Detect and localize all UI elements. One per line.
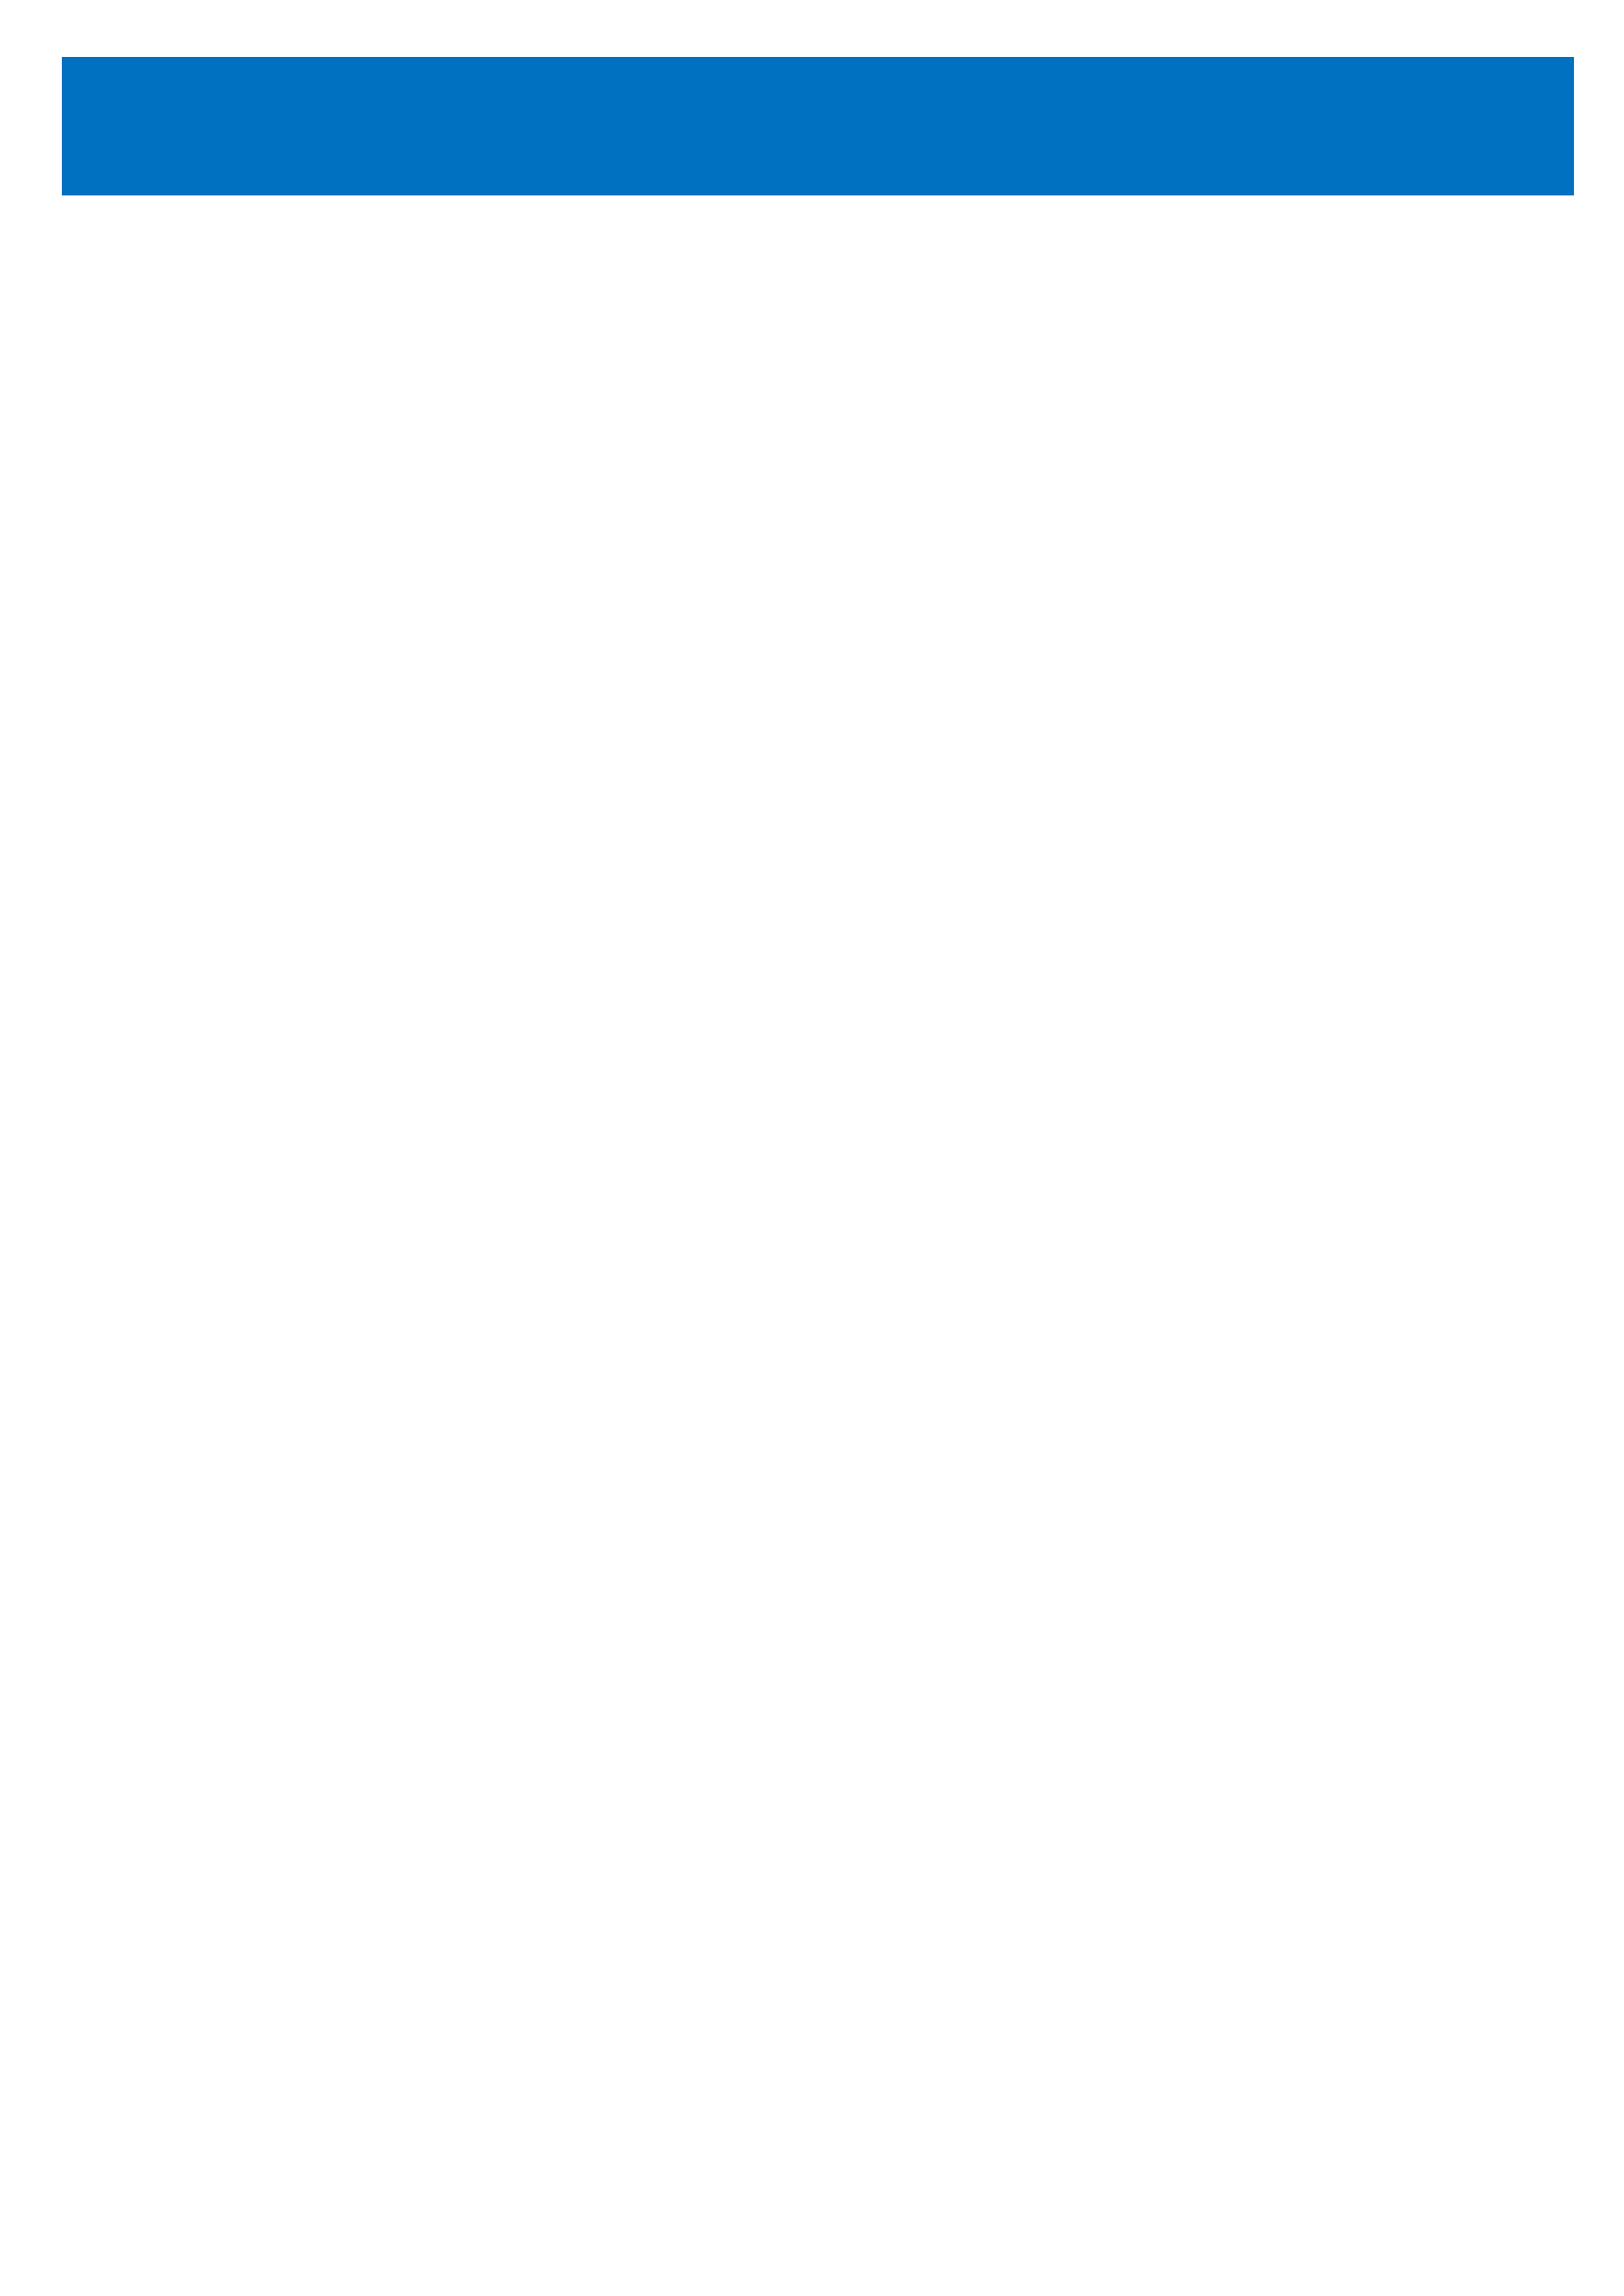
header-banner xyxy=(62,57,1574,195)
notes xyxy=(998,1349,1547,1496)
absence-note xyxy=(998,1349,1547,1375)
change-note xyxy=(998,1410,1547,1461)
